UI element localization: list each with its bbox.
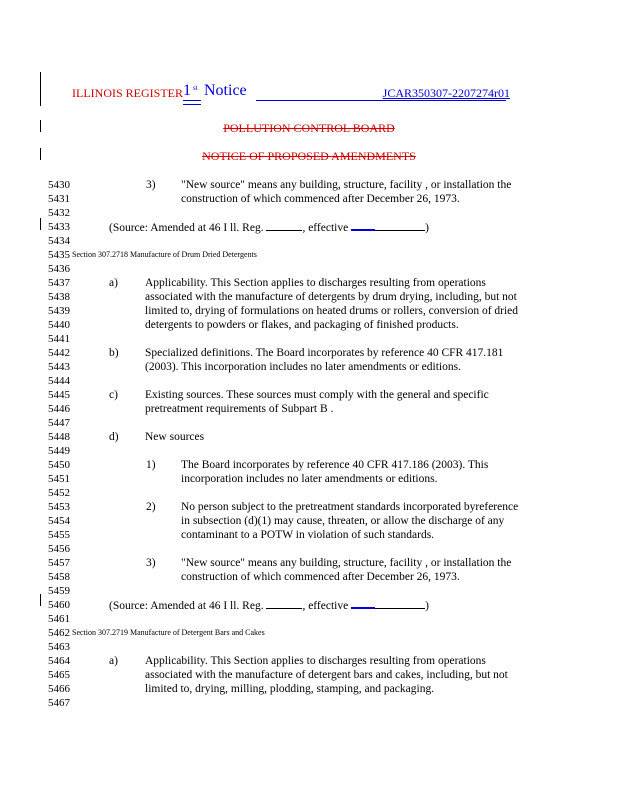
- line-number: 5453: [48, 501, 70, 513]
- source-note-text: ): [425, 222, 429, 234]
- line-number: 5456: [48, 543, 70, 555]
- line-number: 5436: [48, 263, 70, 275]
- body-line: Applicability. This Section applies to discharges resulting from operations: [145, 655, 486, 667]
- change-bar: [40, 218, 41, 230]
- body-line: limited to, drying, milling, plodding, stamping, and packaging.: [145, 683, 435, 695]
- source-note-text: (Source: Amended at 46 I ll. Reg.: [109, 600, 267, 612]
- body-line: (2003). This incorporation includes no later amendments or editions.: [145, 361, 461, 373]
- inserted-blank: [351, 598, 375, 609]
- source-note-text: (Source: Amended at 46 I ll. Reg.: [109, 222, 267, 234]
- line-number: 5458: [48, 571, 70, 583]
- item-label: 3): [146, 557, 156, 569]
- source-note-text: , effective: [302, 600, 352, 612]
- notice-type-title: NOTICE OF PROPOSED AMENDMENTS: [202, 149, 416, 163]
- item-label: 2): [146, 501, 156, 513]
- line-number: 5447: [48, 417, 70, 429]
- body-line: construction of which commenced after December 26, 1973.: [181, 193, 460, 205]
- item-label: c): [109, 389, 118, 401]
- body-line: Specialized definitions. The Board incorporates by reference 40 CFR 417.181: [145, 347, 504, 359]
- register-header: [72, 82, 512, 108]
- body-line: detergents to powders or flakes, and packaging of finished products.: [145, 319, 459, 331]
- change-bar: [40, 594, 41, 606]
- line-number: 5457: [48, 557, 70, 569]
- body-line: No person subject to the pretreatment standards incorporated byreference: [181, 501, 519, 513]
- line-number: 5435: [48, 249, 70, 261]
- notice-number-suffix: st: [193, 84, 198, 92]
- line-number: 5464: [48, 655, 70, 667]
- line-number: 5440: [48, 319, 70, 331]
- line-number: 5451: [48, 473, 70, 485]
- line-number: 5467: [48, 697, 70, 709]
- line-number: 5449: [48, 445, 70, 457]
- line-number: 5465: [48, 669, 70, 681]
- body-line: pretreatment requirements of Subpart B .: [145, 403, 334, 415]
- line-number: 5439: [48, 305, 70, 317]
- change-bar: [40, 72, 41, 106]
- section-heading: Section 307.2718 Manufacture of Drum Dried Detergents: [72, 250, 257, 259]
- body-line: New sources: [145, 431, 205, 443]
- body-line: associated with the manufacture of detergent bars and cakes, including, but not: [145, 669, 508, 681]
- blank-field: [266, 599, 302, 609]
- line-number: 5441: [48, 333, 70, 345]
- body-line: Applicability. This Section applies to discharges resulting from operations: [145, 277, 486, 289]
- line-number: 5443: [48, 361, 70, 373]
- line-number: 5432: [48, 207, 70, 219]
- notice-label: Notice: [204, 82, 247, 99]
- line-number: 5460: [48, 599, 70, 611]
- line-number: 5442: [48, 347, 70, 359]
- body-line: construction of which commenced after December 26, 1973.: [181, 571, 460, 583]
- blank-field: [375, 221, 425, 231]
- line-number: 5431: [48, 193, 70, 205]
- register-title: ILLINOIS REGISTER: [72, 86, 183, 100]
- line-number: 5433: [48, 221, 70, 233]
- body-line: contaminant to a POTW in violation of such standards.: [181, 529, 435, 541]
- item-label: 1): [146, 459, 156, 471]
- inserted-blank: [351, 220, 375, 231]
- line-number: 5446: [48, 403, 70, 415]
- line-number: 5452: [48, 487, 70, 499]
- line-number: 5454: [48, 515, 70, 527]
- item-label: d): [109, 431, 119, 443]
- jcar-id: JCAR350307-2207274r01: [382, 86, 510, 100]
- line-number: 5448: [48, 431, 70, 443]
- line-number: 5430: [48, 179, 70, 191]
- line-number: 5461: [48, 613, 70, 625]
- item-label: b): [109, 347, 119, 359]
- item-label: 3): [146, 179, 156, 191]
- body-line: in subsection (d)(1) may cause, threaten, or allow the discharge of any: [181, 515, 505, 527]
- source-note: [109, 220, 429, 235]
- double-underline: [183, 100, 201, 105]
- body-line: limited to, drying of formulations on heated drums or rollers, conversion of dried: [145, 305, 519, 317]
- blank-field: [266, 221, 302, 231]
- source-note-text: ): [425, 600, 429, 612]
- line-number: 5455: [48, 529, 70, 541]
- body-line: associated with the manufacture of detergents by drum drying, including, but not: [145, 291, 517, 303]
- notice-number: 1: [183, 82, 191, 99]
- line-number: 5438: [48, 291, 70, 303]
- line-number: 5444: [48, 375, 70, 387]
- line-number: 5462: [48, 627, 70, 639]
- body-line: incorporation includes no later amendments or editions.: [181, 473, 438, 485]
- line-number: 5466: [48, 683, 70, 695]
- line-number: 5450: [48, 459, 70, 471]
- line-number: 5445: [48, 389, 70, 401]
- body-line: "New source" means any building, structure, facility , or installation the: [181, 557, 512, 569]
- source-note: [109, 598, 429, 613]
- line-number: 5437: [48, 277, 70, 289]
- section-heading: Section 307.2719 Manufacture of Detergent Bars and Cakes: [72, 628, 265, 637]
- item-label: a): [109, 655, 118, 667]
- item-label: a): [109, 277, 118, 289]
- body-line: Existing sources. These sources must comply with the general and specific: [145, 389, 489, 401]
- source-note-text: , effective: [302, 222, 352, 234]
- blank-field: [375, 599, 425, 609]
- body-line: "New source" means any building, structure, facility , or installation the: [181, 179, 512, 191]
- line-number: 5463: [48, 641, 70, 653]
- line-number: 5459: [48, 585, 70, 597]
- body-line: The Board incorporates by reference 40 CFR 417.186 (2003). This: [181, 459, 489, 471]
- agency-title: POLLUTION CONTROL BOARD: [223, 121, 395, 135]
- line-number: 5434: [48, 235, 70, 247]
